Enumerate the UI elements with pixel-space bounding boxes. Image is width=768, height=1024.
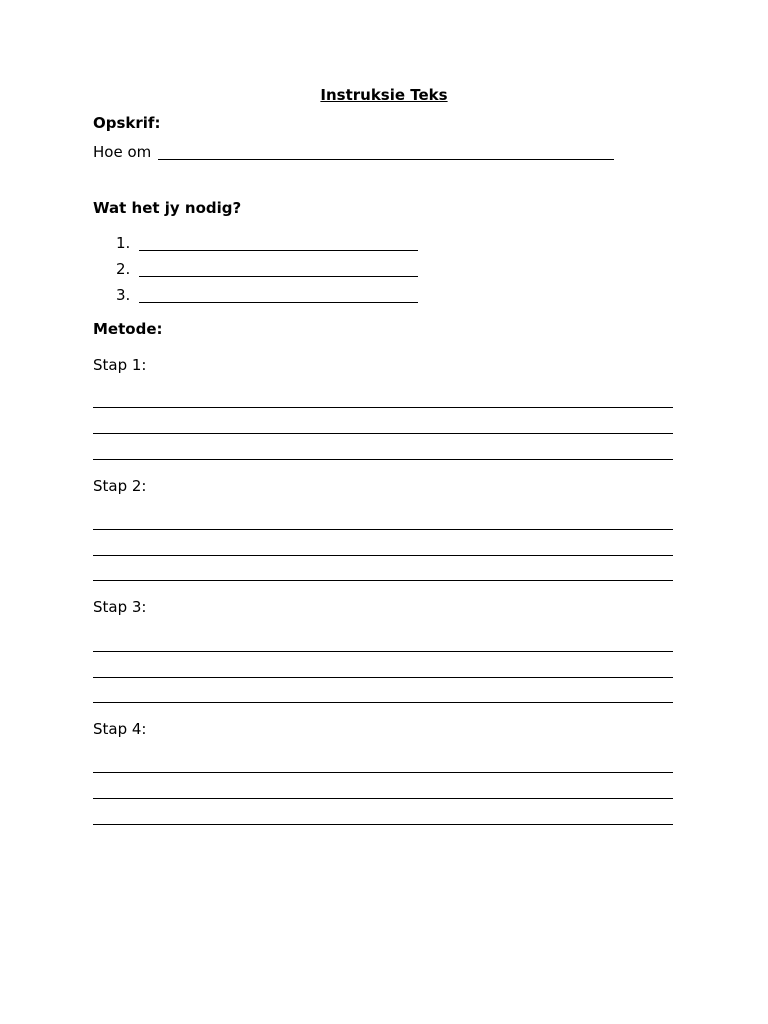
heading-prefix: Hoe om [93,143,152,161]
needs-item-number: 1. [116,234,131,252]
step-answer-line[interactable] [93,459,673,460]
document-title: Instruksie Teks [320,86,448,104]
needs-item-blank-line[interactable] [139,276,418,277]
step-label: Stap 2: [93,477,147,495]
step-answer-line[interactable] [93,824,673,825]
step-label: Stap 4: [93,720,147,738]
method-label: Metode: [93,320,163,338]
step-answer-line[interactable] [93,529,673,530]
needs-item-number: 3. [116,286,131,304]
step-answer-line[interactable] [93,677,673,678]
step-answer-line[interactable] [93,702,673,703]
heading-blank-line[interactable] [158,159,614,160]
step-answer-line[interactable] [93,772,673,773]
step-answer-line[interactable] [93,580,673,581]
step-answer-line[interactable] [93,651,673,652]
step-label: Stap 1: [93,356,147,374]
needs-item-blank-line[interactable] [139,250,418,251]
step-answer-line[interactable] [93,555,673,556]
step-label: Stap 3: [93,598,147,616]
step-answer-line[interactable] [93,433,673,434]
heading-label: Opskrif: [93,114,161,132]
needs-item-blank-line[interactable] [139,302,418,303]
step-answer-line[interactable] [93,407,673,408]
needs-label: Wat het jy nodig? [93,199,242,217]
needs-item-number: 2. [116,260,131,278]
step-answer-line[interactable] [93,798,673,799]
